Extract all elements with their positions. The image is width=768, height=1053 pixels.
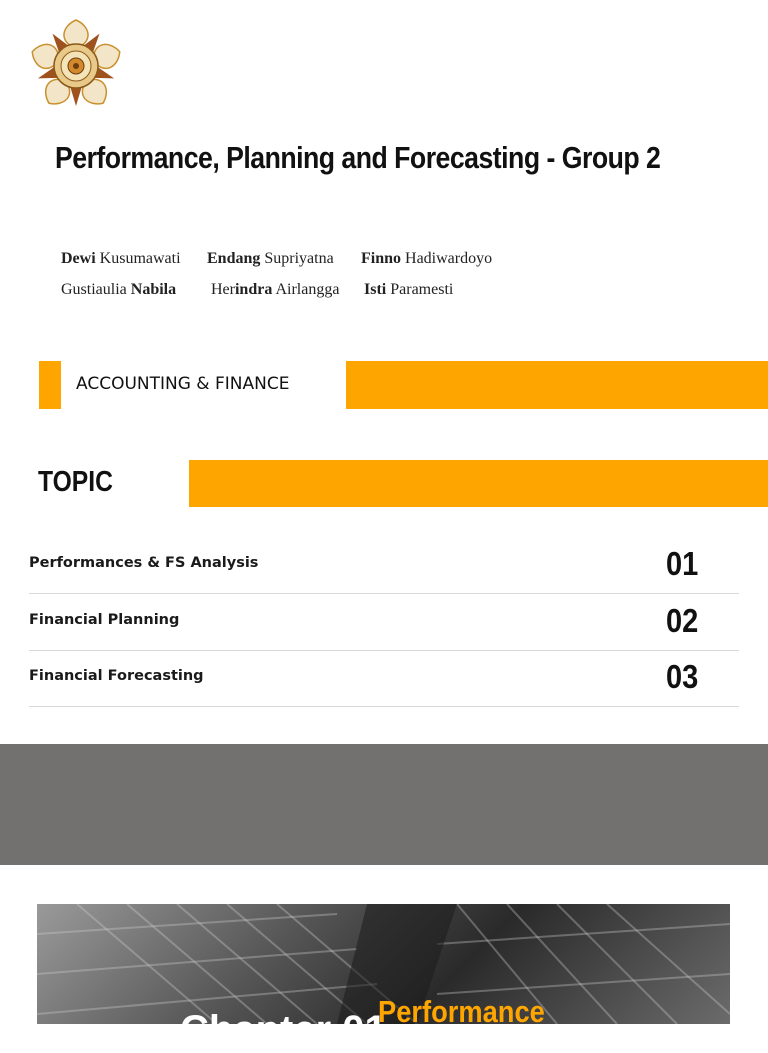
topic-number: 03 — [666, 658, 699, 695]
chapter-label: Chapter 01 — [180, 1008, 387, 1052]
topic-item[interactable] — [29, 650, 739, 707]
chapter-heading: Performance — [378, 994, 545, 1029]
separator-band — [0, 744, 768, 865]
topic-name: Financial Planning — [29, 612, 180, 628]
author-name: Finno Hadiwardoyo — [361, 250, 493, 267]
topic-name: Performances & FS Analysis — [29, 555, 259, 571]
author-name: Isti Paramesti — [364, 281, 454, 298]
author-name: Gustiaulia Nabila — [61, 281, 177, 298]
section-label: ACCOUNTING & FINANCE — [76, 374, 290, 394]
topic-item[interactable] — [29, 537, 739, 594]
author-name: Dewi Kusumawati — [61, 250, 181, 267]
university-seal-icon — [28, 18, 124, 114]
topic-heading: TOPIC — [38, 466, 113, 498]
topic-item[interactable] — [29, 594, 739, 651]
section-accent-bar — [346, 361, 768, 409]
author-name: Herindra Airlangga — [211, 281, 340, 298]
chapter-cover-image — [37, 904, 730, 1052]
author-name: Endang Supriyatna — [207, 250, 334, 267]
page-title: Performance, Planning and Forecasting - Group 2 — [55, 140, 661, 175]
topic-number: 01 — [666, 545, 699, 582]
section-marker — [39, 361, 61, 409]
topic-accent-bar — [189, 460, 768, 507]
topic-number: 02 — [666, 602, 699, 639]
topic-name: Financial Forecasting — [29, 668, 204, 684]
